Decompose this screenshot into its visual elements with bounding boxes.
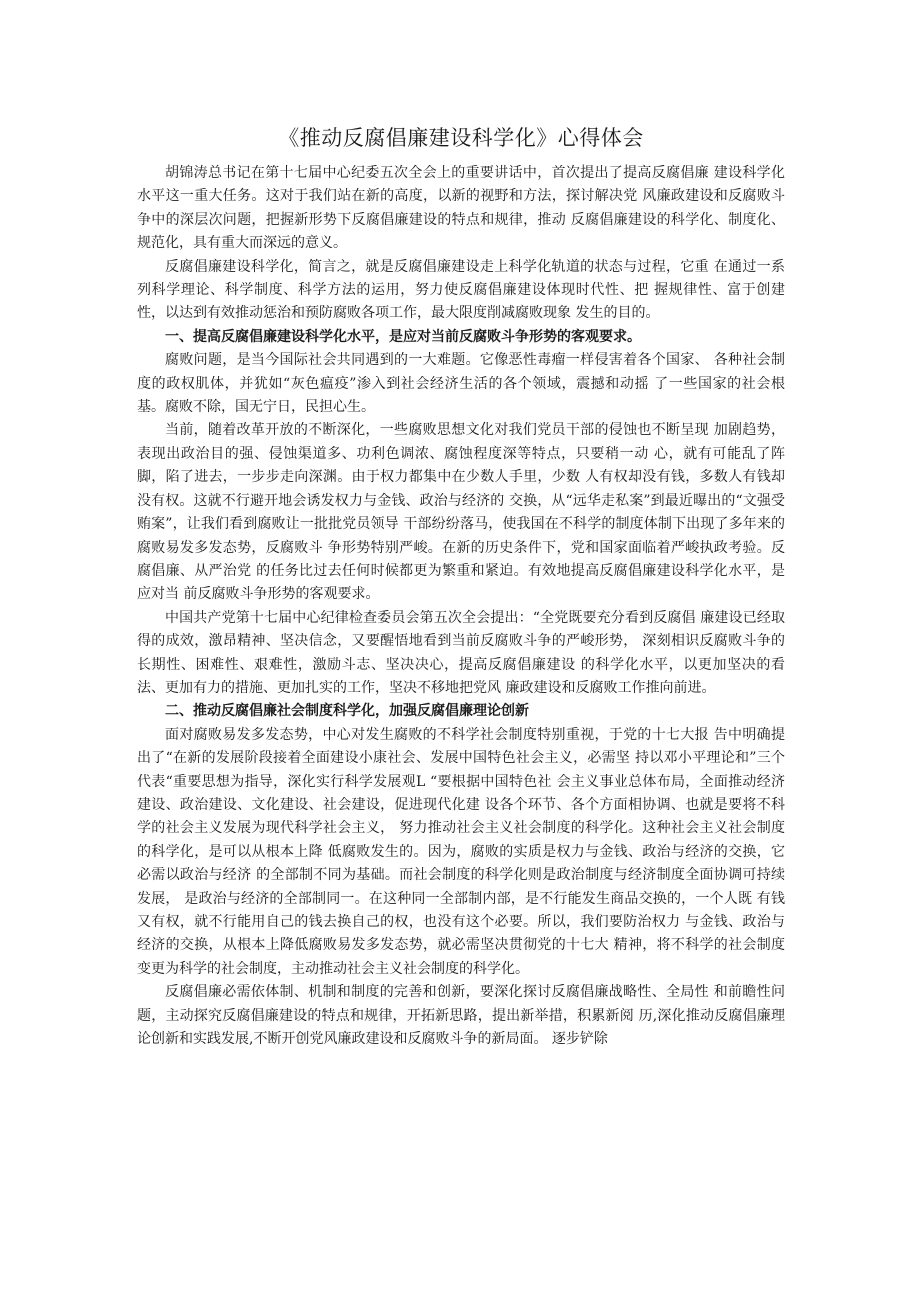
paragraph-intro: 胡锦涛总书记在第十七届中心纪委五次全会上的重要讲话中，首次提出了提高反腐倡廉 建设科学化水平这一重大任务。这对于我们站在新的高度，以新的视野和方法，探讨解决党 风廉政建设和反腐败斗争中的深层次问题，把握新形势下反腐倡廉建设的特点和规律，推动 反腐倡廉建设的科学化、制度化、规范化，具有重大而深远的意义。 — [137, 165, 785, 252]
paragraph-corruption-problem: 腐败问题，是当今国际社会共同遇到的一大难题。它像恶性毒瘤一样侵害着各个国家、 各种社会制度的政权肌体，并犹如“灰色瘟疫”渗入到社会经济生活的各个领域，震撼和动摇 了一些国家的社会根基。腐败不除，国无宁日，民担心生。 — [137, 352, 785, 416]
section-heading-2: 二、推动反腐倡廉社会制度科学化，加强反腐倡廉理论创新 — [165, 703, 529, 720]
paragraph-innovation: 反腐倡廉必需依体制、机制和制度的完善和创新，要深化探讨反腐倡廉战略性、全局性 和前瞻性问题，主动探究反腐倡廉建设的特点和规律，开拓新思路，提出新举措，积累新阅 历,深化推动反腐倡廉理论创新和实践发展,不断开创党风廉政建设和反腐败斗争的新局面。 逐步铲除 — [137, 984, 785, 1048]
paragraph-social-system: 面对腐败易发多发态势，中心对发生腐败的不科学社会制度特别重视，于党的十七大报 告中明确提出了“在新的发展阶段接着全面建设小康社会、发展中国特色社会主义，必需坚 持以邓小平理论和”三个代表“重要思想为指导，深化实行科学发展观L “要根据中国特色社 会主义事业总体布局，全面推动经济建设、政治建设、文化建设、社会建设，促进现代化建 设各个环节、各个方面相协调、也就是要将不科学的社会主义发展为现代科学社会主义， 努力推动社会主义社会制度的科学化。这种社会主义社会制度的科学化，是可以从根本上降 低腐败发生的。因为，腐败的实质是权力与金钱、政治与经济的交换，它必需以政治与经济 的全部制不同为基础。而社会制度的科学化则是政治制度与经济制度全面协调可持续发展， 是政治与经济的全部制同一。在这种同一全部制内部，是不行能发生商品交换的，一个人既 有钱又有权，就不行能用自己的钱去换自己的权，也没有这个必要。所以，我们要防治权力 与金钱、政治与经济的交换，从根本上降低腐败易发多发态势，就必需坚决贯彻党的十七大 精神，将不科学的社会制度变更为科学的社会制度，主动推动社会主义社会制度的科学化。 — [137, 726, 785, 977]
section-heading-1: 一、提高反腐倡廉建设科学化水平，是应对当前反腐败斗争形势的客观要求。 — [165, 328, 641, 345]
paragraph-definition: 反腐倡廉建设科学化，简言之，就是反腐倡廉建设走上科学化轨道的状态与过程，它重 在通过一系列科学理论、科学制度、科学方法的运用，努力使反腐倡廉建设体现时代性、把 握规律性、富于创建性，以达到有效推动惩治和预防腐败各项工作，最大限度削减腐败现象 发生的目的。 — [137, 258, 785, 322]
document-page — [137, 118, 785, 1051]
paragraph-plenary-quote: 中国共产党第十七届中心纪律检查委员会第五次全会提出：“全党既要充分看到反腐倡 廉建设已经取得的成效，激昂精神、坚决信念，又要醒悟地看到当前反腐败斗争的严峻形势， 深刻相识反腐败斗争的长期性、困难性、艰难性，激励斗志、坚决决心，提高反腐倡廉建设 的科学化水平，以更加坚决的看法、更加有力的措施、更加扎实的工作，坚决不移地把党风 廉政建设和反腐败工作推向前进。 — [137, 609, 785, 696]
paragraph-current-situation: 当前，随着改革开放的不断深化，一些腐败思想文化对我们党员干部的侵蚀也不断呈现 加剧趋势，表现出政治目的强、侵蚀渠道多、功利色调浓、腐蚀程度深等特点，只要稍一动 心，就有可能乱了阵脚，陷了进去，一步步走向深渊。由于权力都集中在少数人手里，少数 人有权却没有钱，多数人有钱却没有权。这就不行避开地会诱发权力与金钱、政治与经济的 交换，从“远华走私案”到最近曝出的“文强受贿案”，让我们看到腐败让一批批党员领导 干部纷纷落马，使我国在不科学的制度体制下出现了多年来的腐败易发多发态势，反腐败斗 争形势特别严峻。在新的历史条件下，党和国家面临着严峻执政考验。反腐倡廉、从严治党 的任务比过去任何时候都更为繁重和紧迫。有效地提高反腐倡廉建设科学化水平，是应对当 前反腐败斗争形势的客观要求。 — [137, 422, 785, 603]
document-title: 《推动反腐倡廉建设科学化》心得体会 — [278, 126, 644, 150]
